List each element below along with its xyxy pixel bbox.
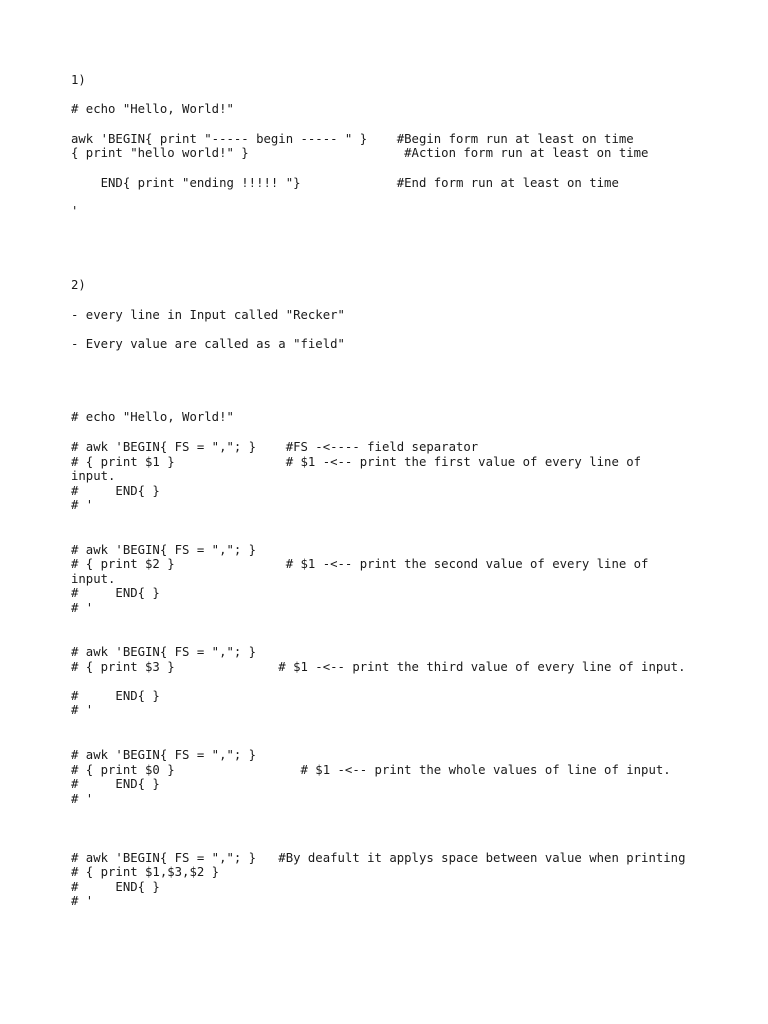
- section-2-heading: 2): [71, 278, 86, 292]
- code-line: { print "hello world!" } #Action form run at least on time: [71, 146, 649, 160]
- code-line: # awk 'BEGIN{ FS = ","; }: [71, 645, 257, 659]
- code-line: # { print $3 } # $1 -<-- print the third value of every line of input.: [71, 660, 686, 674]
- code-line: input.: [71, 469, 116, 483]
- code-line: # END{ }: [71, 689, 160, 703]
- code-line: # { print $1,$3,$2 }: [71, 865, 220, 879]
- code-line: # ': [71, 703, 94, 717]
- code-line: input.: [71, 572, 116, 586]
- code-line: # ': [71, 792, 94, 806]
- section-1-heading: 1): [71, 73, 86, 87]
- code-line: END{ print "ending !!!!! "} #End form run at least on time: [71, 176, 619, 190]
- code-line: # ': [71, 601, 94, 615]
- code-line: # awk 'BEGIN{ FS = ","; }: [71, 748, 257, 762]
- code-line: # awk 'BEGIN{ FS = ","; } #By deafult it applys space between value when printing: [71, 851, 686, 865]
- code-line: awk 'BEGIN{ print "----- begin ----- " } #Begin form run at least on time: [71, 132, 634, 146]
- code-line: # awk 'BEGIN{ FS = ","; } #FS -<---- field separator: [71, 440, 479, 454]
- bullet-line: - every line in Input called "Recker": [71, 308, 345, 322]
- code-line: # END{ }: [71, 586, 160, 600]
- code-line: # END{ }: [71, 880, 160, 894]
- code-line: # { print $1 } # $1 -<-- print the first value of every line of: [71, 455, 642, 469]
- code-line: # END{ }: [71, 777, 160, 791]
- code-line: # echo "Hello, World!": [71, 102, 234, 116]
- code-line: # awk 'BEGIN{ FS = ","; }: [71, 543, 257, 557]
- code-line: # ': [71, 894, 94, 908]
- code-line: # { print $0 } # $1 -<-- print the whole values of line of input.: [71, 763, 671, 777]
- code-line: ': [71, 204, 79, 218]
- code-line: # END{ }: [71, 484, 160, 498]
- bullet-line: - Every value are called as a "field": [71, 337, 345, 351]
- code-line: # { print $2 } # $1 -<-- print the second value of every line of: [71, 557, 649, 571]
- code-line: # ': [71, 498, 94, 512]
- code-line: # echo "Hello, World!": [71, 410, 234, 424]
